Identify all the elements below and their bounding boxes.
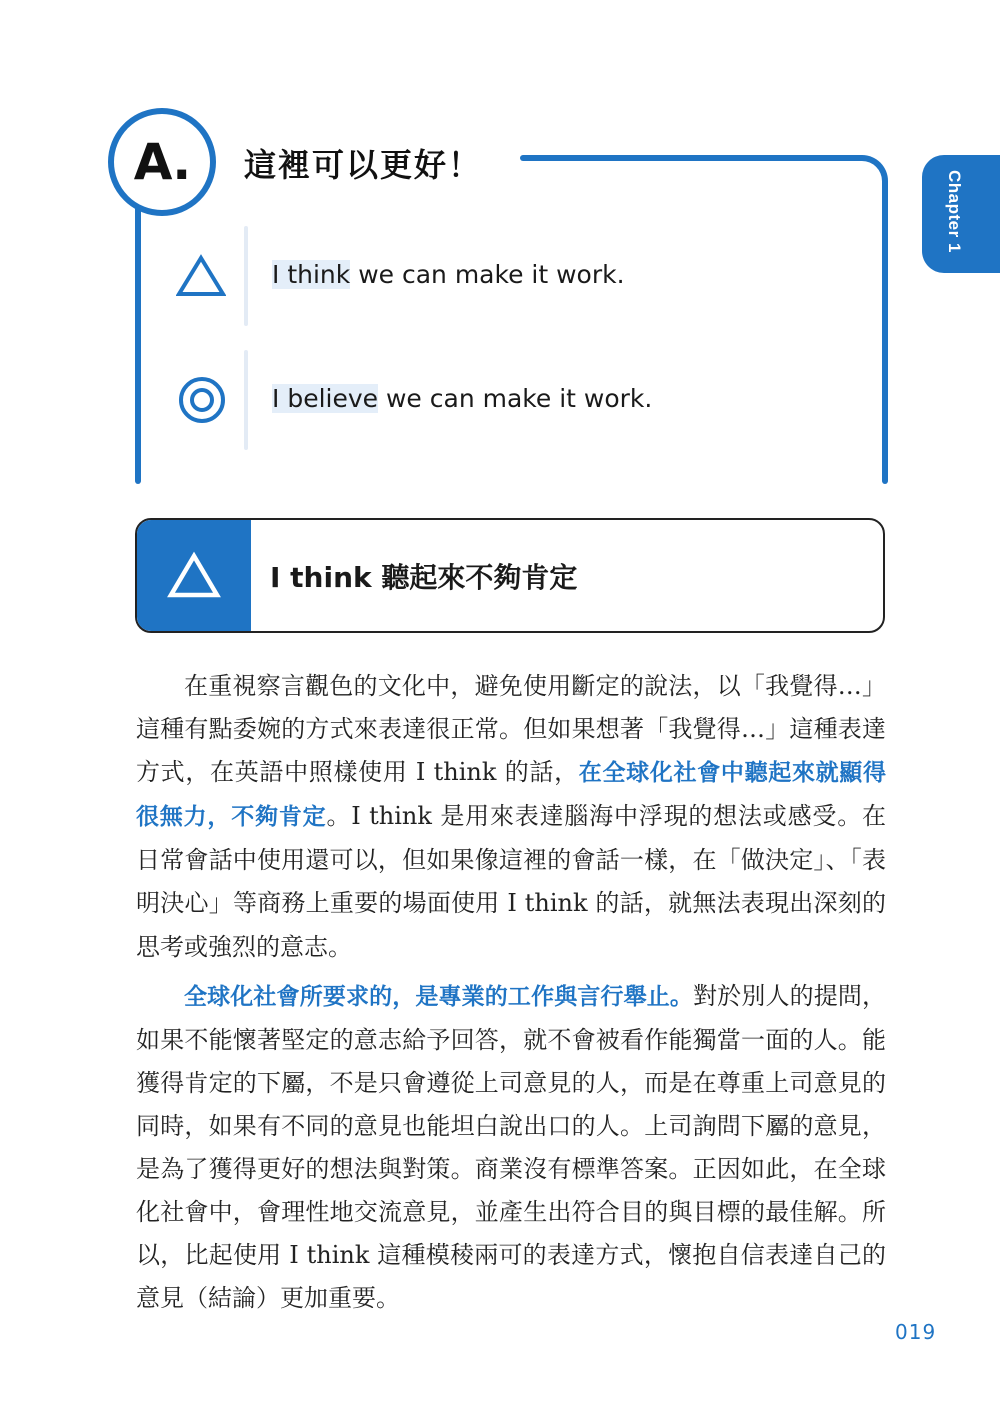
chapter-tab-label: Chapter 1 [945, 170, 964, 253]
body-text [136, 665, 886, 1320]
section-letter: A. [133, 133, 191, 191]
paragraph-1 [136, 665, 886, 969]
example-2-highlight: I believe [272, 384, 379, 413]
example-1-sentence [272, 260, 625, 289]
section-letter-badge [108, 108, 216, 216]
example-1-divider [244, 226, 248, 326]
example-1-rest: we can make it work. [350, 260, 625, 289]
paragraph-1-text-b: 。I think 是用來表達腦海中浮現的想法或感受。在日常會話中使用還可以，但如果像這裡的會話一樣，在「做決定」、「表明決心」等商務上重要的場面使用 I think 的話，就無法表現出深刻的思考或強烈的意志。 [136, 802, 887, 961]
paragraph-1-text-a: 在重視察言觀色的文化中，避免使用斷定的說法，以「我覺得…」這種有點委婉的方式來表達很正常。但如果想著「我覺得…」這種表達方式，在英語中照樣使用 I think 的話， [136, 672, 886, 787]
triangle-icon [176, 254, 226, 298]
example-1-highlight: I think [272, 260, 351, 289]
double-circle-icon [177, 375, 227, 425]
paragraph-2-text: 對於別人的提問，如果不能懷著堅定的意志給予回答，就不會被看作能獨當一面的人。能獲得肯定的下屬，不是只會遵從上司意見的人，而是在尊重上司意見的同時，如果有不同的意見也能坦白說出口的人。上司詢問下屬的意見，是為了獲得更好的想法與對策。商業沒有標準答案。正因如此，在全球化社會中，會理性地交流意見，並產生出符合目的與目標的最佳解。所以，比起使用 I think 這種模稜兩可的表達方式，懷抱自信表達自己的意見（結論）更加重要。 [136, 981, 887, 1313]
example-2-icon [177, 375, 227, 425]
triangle-icon [137, 520, 251, 631]
page-number: 019 [895, 1320, 937, 1344]
example-2-sentence [272, 384, 652, 413]
paragraph-1-emphasis: 在全球化社會中聽起來就顯得很無力，不夠肯定 [136, 760, 886, 831]
section-frame-left-line [135, 200, 141, 484]
example-2-rest: we can make it work. [378, 384, 653, 413]
example-1-icon [176, 254, 226, 298]
heading-icon-panel [137, 520, 251, 631]
section-title: 這裡可以更好！ [244, 146, 483, 184]
paragraph-2 [136, 975, 886, 1321]
section-frame-top-line [520, 155, 860, 161]
heading-title: I think 聽起來不夠肯定 [270, 561, 578, 594]
example-2-divider [244, 350, 248, 450]
section-frame-right-line [882, 188, 888, 484]
paragraph-2-emphasis: 全球化社會所要求的，是專業的工作與言行舉止。 [184, 983, 694, 1010]
